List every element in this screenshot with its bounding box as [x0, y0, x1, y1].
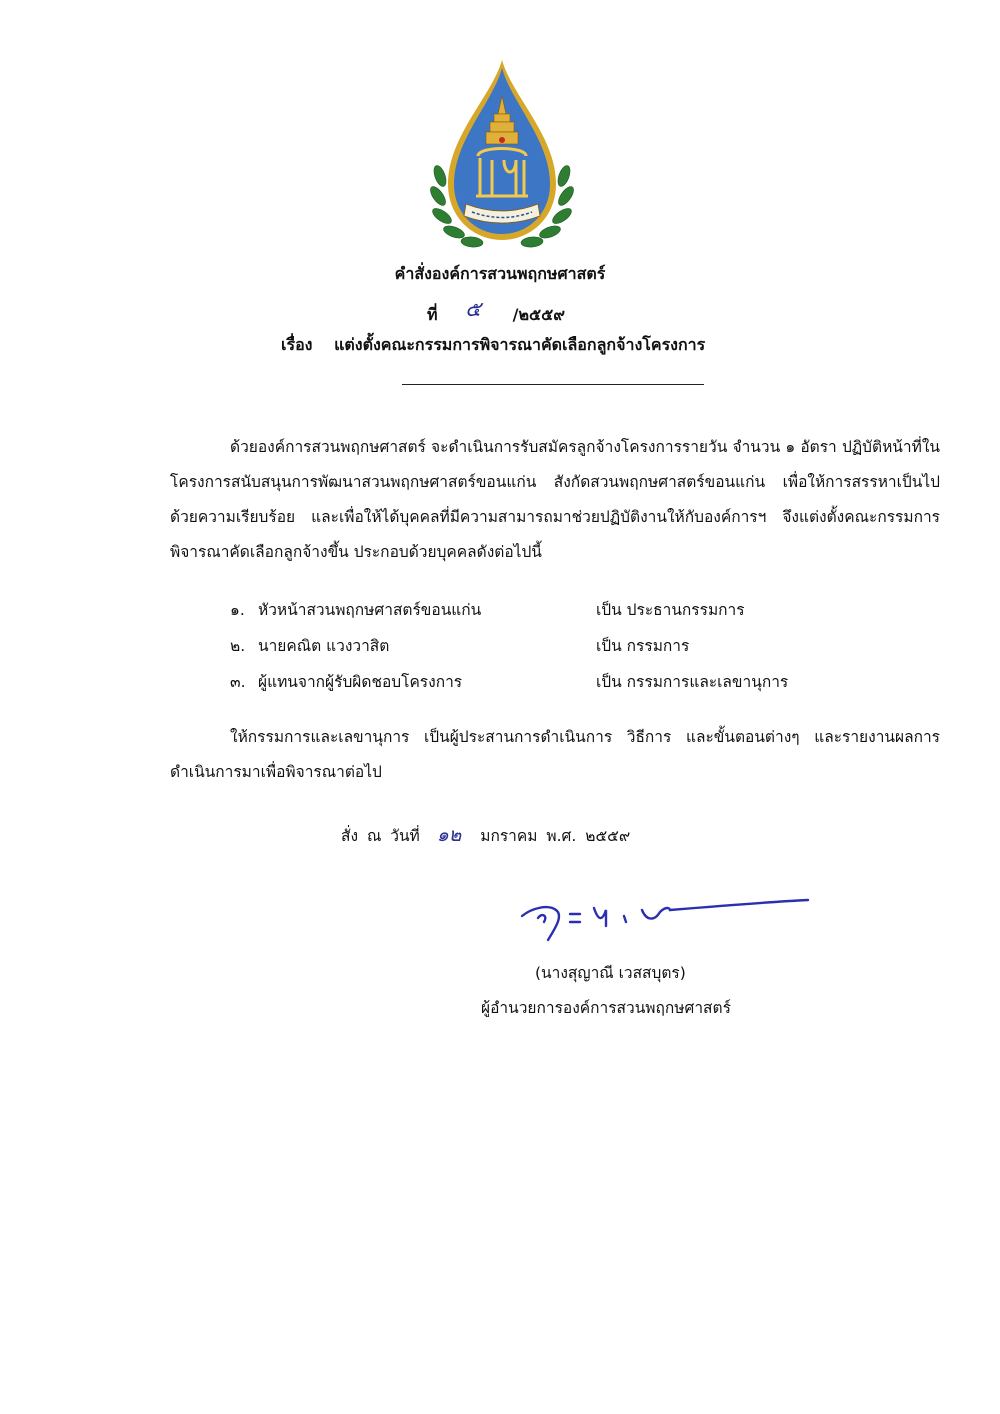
member-role: เป็น ประธานกรรมการ [596, 601, 745, 619]
member-role: เป็น กรรมการและเลขานุการ [596, 673, 789, 691]
date-suffix: มกราคม พ.ศ. ๒๕๕๙ [480, 827, 631, 845]
subject-label: เรื่อง [281, 335, 313, 354]
handwritten-day: ๑๒ [436, 824, 462, 846]
order-number [427, 297, 565, 330]
divider [402, 384, 704, 385]
order-title: คำสั่งองค์การสวนพฤกษศาสตร์ [394, 264, 606, 283]
body-paragraph-1 [170, 430, 940, 570]
list-item [230, 669, 850, 705]
member-number: ๑. [230, 601, 245, 619]
organization-emblem-icon [428, 56, 576, 252]
member-name: หัวหน้าสวนพฤกษศาสตร์ขอนแก่น [258, 601, 482, 619]
signature-icon [518, 886, 818, 950]
subject-line [281, 333, 705, 358]
date-prefix: สั่ง ณ วันที่ [341, 827, 420, 845]
paragraph-2-text: ให้กรรมการและเลขานุการ เป็นผู้ประสานการดำเนินการ วิธีการ และขั้นตอนต่างๆ และรายงานผลการดำเนินการมาเพื่อพิจารณาต่อไป [170, 728, 940, 781]
member-number: ๓. [230, 673, 246, 691]
member-name: ผู้แทนจากผู้รับผิดชอบโครงการ [258, 673, 463, 691]
paragraph-1-text: ด้วยองค์การสวนพฤกษศาสตร์ จะดำเนินการรับสมัครลูกจ้างโครงการรายวัน จำนวน ๑ อัตรา ปฏิบัติหน้าที่ในโครงการสนับสนุนการพัฒนาสวนพฤกษศาสตร์ขอนแก่น สังกัดสวนพฤกษศาสตร์ขอนแก่น เพื่อให้การสรรหาเป็นไปด้วยความเรียบร้อย และเพื่อให้ได้บุคคลที่มีความสามารถมาช่วยปฏิบัติงานให้กับองค์การฯ จึงแต่งตั้งคณะกรรมการพิจารณาคัดเลือกลูกจ้างขึ้น ประกอบด้วยบุคคลดังต่อไปนี้ [170, 438, 940, 561]
number-suffix: /๒๕๕๙ [512, 305, 565, 324]
member-number: ๒. [230, 637, 246, 655]
list-item [230, 597, 850, 633]
member-role: เป็น กรรมการ [596, 637, 690, 655]
subject-text: แต่งตั้งคณะกรรมการพิจารณาคัดเลือกลูกจ้างโครงการ [334, 335, 706, 354]
body-paragraph-2 [170, 720, 940, 790]
signer-name: (นางสุญาณี เวสสบุตร) [535, 964, 686, 982]
committee-list [230, 597, 850, 705]
handwritten-number: ๕ [465, 297, 482, 321]
list-item [230, 633, 850, 669]
signer-title: ผู้อำนวยการองค์การสวนพฤกษศาสตร์ [481, 999, 731, 1017]
date-line [341, 820, 630, 850]
number-label: ที่ [427, 305, 438, 324]
member-name: นายคณิต แวงวาสิต [258, 637, 390, 655]
